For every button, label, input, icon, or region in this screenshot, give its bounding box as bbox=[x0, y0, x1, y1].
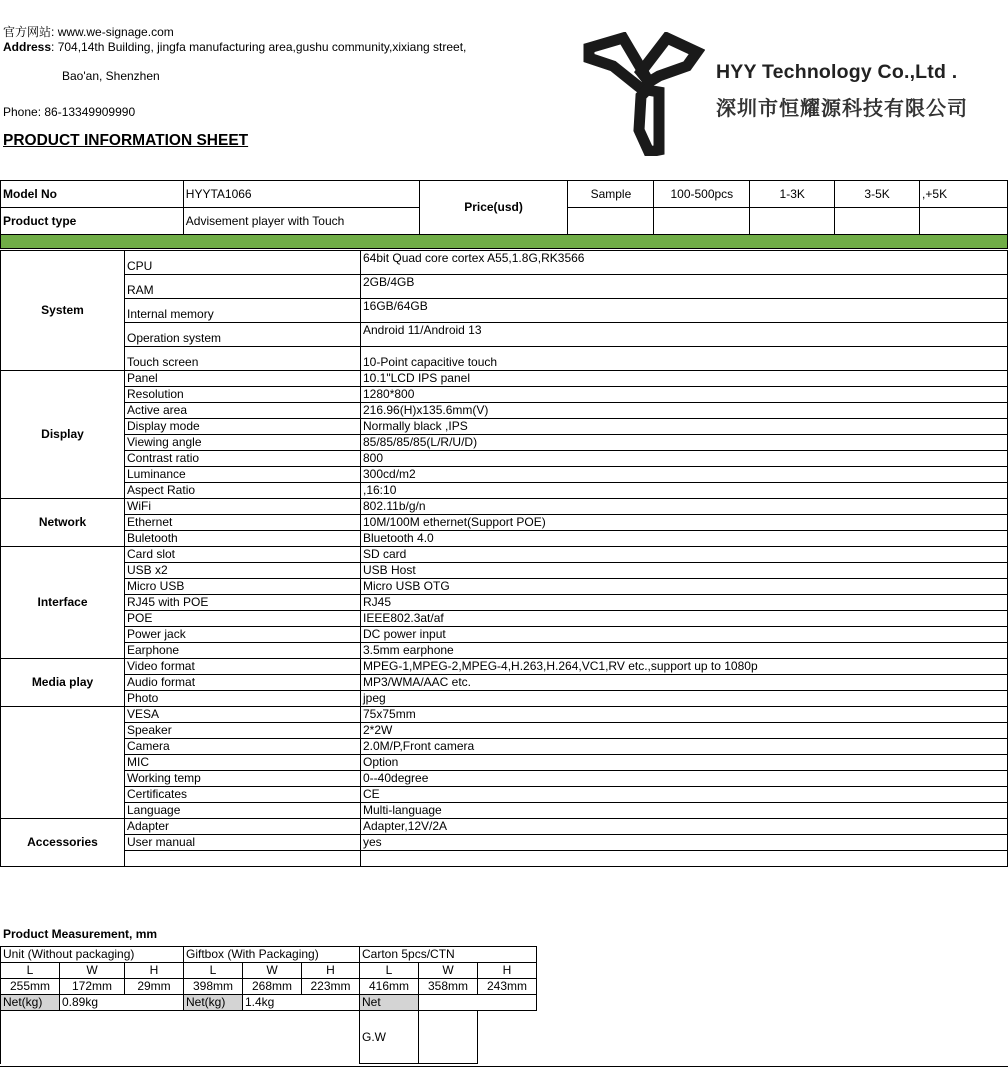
price-cell-100-500 bbox=[654, 208, 750, 235]
spec-category: Media play bbox=[1, 659, 125, 707]
spec-value: 10.1"LCD IPS panel bbox=[361, 371, 1008, 387]
spec-value: 75x75mm bbox=[361, 707, 1008, 723]
spec-value: yes bbox=[361, 835, 1008, 851]
spec-row bbox=[1, 563, 1008, 579]
spec-key: Photo bbox=[125, 691, 361, 707]
spec-row bbox=[1, 251, 1008, 275]
spec-row bbox=[1, 755, 1008, 771]
spec-category: Network bbox=[1, 499, 125, 547]
spec-key: Power jack bbox=[125, 627, 361, 643]
spec-row bbox=[1, 707, 1008, 723]
dimension-value: 243mm bbox=[478, 979, 537, 995]
spec-key: RJ45 with POE bbox=[125, 595, 361, 611]
dimension-header: H bbox=[478, 963, 537, 979]
measurement-table bbox=[0, 946, 537, 1064]
spec-row bbox=[1, 275, 1008, 299]
address-line-2: Bao'an, Shenzhen bbox=[62, 69, 160, 83]
unit-net-label: Net(kg) bbox=[1, 995, 60, 1011]
spec-value: Multi-language bbox=[361, 803, 1008, 819]
dimension-value: 398mm bbox=[184, 979, 243, 995]
spec-key: Card slot bbox=[125, 547, 361, 563]
spec-key: Display mode bbox=[125, 419, 361, 435]
spec-category bbox=[1, 707, 125, 819]
dimension-value: 29mm bbox=[125, 979, 184, 995]
price-col-sample: Sample bbox=[568, 181, 654, 208]
spec-row bbox=[1, 643, 1008, 659]
company-logo-icon bbox=[583, 32, 705, 156]
spec-category: System bbox=[1, 251, 125, 371]
spec-value: jpeg bbox=[361, 691, 1008, 707]
giftbox-net-label: Net(kg) bbox=[184, 995, 243, 1011]
spec-row bbox=[1, 627, 1008, 643]
spec-value bbox=[361, 851, 1008, 867]
spec-row bbox=[1, 595, 1008, 611]
spec-key: Micro USB bbox=[125, 579, 361, 595]
spec-key: Internal memory bbox=[125, 299, 361, 323]
spec-row bbox=[1, 787, 1008, 803]
dimension-header: H bbox=[302, 963, 360, 979]
type-label: Product type bbox=[1, 208, 184, 235]
price-col-100-500: 100-500pcs bbox=[654, 181, 750, 208]
unit-net-value: 0.89kg bbox=[60, 995, 184, 1011]
carton-gw-value bbox=[419, 1011, 478, 1064]
spec-category: Display bbox=[1, 371, 125, 499]
carton-net-label: Net bbox=[360, 995, 419, 1011]
spec-key: Video format bbox=[125, 659, 361, 675]
spec-value: 2*2W bbox=[361, 723, 1008, 739]
website-link[interactable]: www.we-signage.com bbox=[57, 25, 174, 39]
spec-key: Contrast ratio bbox=[125, 451, 361, 467]
spec-key: User manual bbox=[125, 835, 361, 851]
spec-category: Interface bbox=[1, 547, 125, 659]
dimension-value: 268mm bbox=[243, 979, 302, 995]
dimension-header: L bbox=[360, 963, 419, 979]
page-title: PRODUCT INFORMATION SHEET bbox=[3, 132, 249, 149]
company-name-en: HYY Technology Co.,Ltd . bbox=[716, 61, 958, 83]
spec-row bbox=[1, 499, 1008, 515]
dimension-header: H bbox=[125, 963, 184, 979]
dimension-value: 255mm bbox=[1, 979, 60, 995]
spec-value: 216.96(H)x135.6mm(V) bbox=[361, 403, 1008, 419]
spec-value: Option bbox=[361, 755, 1008, 771]
spec-key: POE bbox=[125, 611, 361, 627]
spec-key: Audio format bbox=[125, 675, 361, 691]
spec-value: Android 11/Android 13 bbox=[361, 323, 1008, 347]
spec-value: SD card bbox=[361, 547, 1008, 563]
spec-row bbox=[1, 579, 1008, 595]
price-cell-sample bbox=[568, 208, 654, 235]
spec-row bbox=[1, 771, 1008, 787]
spec-row bbox=[1, 611, 1008, 627]
model-value: HYYTA1066 bbox=[183, 181, 419, 208]
spec-key: Buletooth bbox=[125, 531, 361, 547]
spec-value: 16GB/64GB bbox=[361, 299, 1008, 323]
spec-value: CE bbox=[361, 787, 1008, 803]
spec-key: Viewing angle bbox=[125, 435, 361, 451]
carton-net-value bbox=[419, 995, 537, 1011]
spec-row bbox=[1, 531, 1008, 547]
section-divider-bar bbox=[0, 234, 1008, 249]
spec-row bbox=[1, 851, 1008, 867]
dimension-header: L bbox=[184, 963, 243, 979]
spec-row bbox=[1, 723, 1008, 739]
carton-gw-label: G.W bbox=[360, 1011, 419, 1064]
dimension-value: 172mm bbox=[60, 979, 125, 995]
unit-empty-area bbox=[1, 1011, 360, 1064]
dimension-value: 416mm bbox=[360, 979, 419, 995]
spec-key: CPU bbox=[125, 251, 361, 275]
website-line bbox=[3, 23, 174, 40]
spec-value: USB Host bbox=[361, 563, 1008, 579]
spec-row bbox=[1, 299, 1008, 323]
price-cell-1-3k bbox=[750, 208, 835, 235]
unit-group-header: Unit (Without packaging) bbox=[1, 947, 184, 963]
spec-row bbox=[1, 835, 1008, 851]
spec-value: MP3/WMA/AAC etc. bbox=[361, 675, 1008, 691]
bottom-border bbox=[0, 1066, 1008, 1067]
spec-value: IEEE802.3at/af bbox=[361, 611, 1008, 627]
spec-key: Adapter bbox=[125, 819, 361, 835]
spec-row bbox=[1, 419, 1008, 435]
price-cell-3-5k bbox=[835, 208, 920, 235]
spec-row bbox=[1, 371, 1008, 387]
dimension-value: 358mm bbox=[419, 979, 478, 995]
address-label: Address bbox=[3, 40, 52, 54]
price-label: Price(usd) bbox=[419, 181, 568, 235]
spec-value: 64bit Quad core cortex A55,1.8G,RK3566 bbox=[361, 251, 1008, 275]
spec-key: Ethernet bbox=[125, 515, 361, 531]
spec-key: VESA bbox=[125, 707, 361, 723]
spec-row bbox=[1, 691, 1008, 707]
spec-value: 10-Point capacitive touch bbox=[361, 347, 1008, 371]
spec-key: WiFi bbox=[125, 499, 361, 515]
spec-key: Aspect Ratio bbox=[125, 483, 361, 499]
spec-row bbox=[1, 451, 1008, 467]
spec-row bbox=[1, 803, 1008, 819]
spec-key: Panel bbox=[125, 371, 361, 387]
spec-key: Luminance bbox=[125, 467, 361, 483]
spec-key: Operation system bbox=[125, 323, 361, 347]
dimension-header: L bbox=[1, 963, 60, 979]
giftbox-group-header: Giftbox (With Packaging) bbox=[184, 947, 360, 963]
spec-row bbox=[1, 347, 1008, 371]
spec-value: 3.5mm earphone bbox=[361, 643, 1008, 659]
spec-value: 10M/100M ethernet(Support POE) bbox=[361, 515, 1008, 531]
price-col-5k: ,+5K bbox=[920, 181, 1008, 208]
spec-value: 2GB/4GB bbox=[361, 275, 1008, 299]
spec-value: 300cd/m2 bbox=[361, 467, 1008, 483]
spec-value: DC power input bbox=[361, 627, 1008, 643]
price-col-3-5k: 3-5K bbox=[835, 181, 920, 208]
spec-value: Bluetooth 4.0 bbox=[361, 531, 1008, 547]
spec-value: 1280*800 bbox=[361, 387, 1008, 403]
company-name-cn: 深圳市恒耀源科技有限公司 bbox=[716, 98, 968, 120]
spec-row bbox=[1, 659, 1008, 675]
carton-gw-blank bbox=[478, 1011, 537, 1064]
spec-value: 800 bbox=[361, 451, 1008, 467]
spec-row bbox=[1, 467, 1008, 483]
dimension-header: W bbox=[60, 963, 125, 979]
spec-row bbox=[1, 387, 1008, 403]
spec-key: RAM bbox=[125, 275, 361, 299]
spec-row bbox=[1, 323, 1008, 347]
spec-row bbox=[1, 435, 1008, 451]
spec-value: Normally black ,IPS bbox=[361, 419, 1008, 435]
spec-key bbox=[125, 851, 361, 867]
measurement-title: Product Measurement, mm bbox=[3, 927, 158, 941]
spec-row bbox=[1, 819, 1008, 835]
spec-row bbox=[1, 739, 1008, 755]
product-header-table bbox=[0, 180, 1008, 235]
spec-value: Adapter,12V/2A bbox=[361, 819, 1008, 835]
spec-key: Speaker bbox=[125, 723, 361, 739]
spec-key: Working temp bbox=[125, 771, 361, 787]
dimension-header: W bbox=[243, 963, 302, 979]
spec-key: Camera bbox=[125, 739, 361, 755]
spec-key: Active area bbox=[125, 403, 361, 419]
address-text: : 704,14th Building, jingfa manufacturing area,gushu community,xixiang street, bbox=[51, 40, 467, 54]
spec-value: 85/85/85/85(L/R/U/D) bbox=[361, 435, 1008, 451]
spec-value: 802.11b/g/n bbox=[361, 499, 1008, 515]
model-label: Model No bbox=[1, 181, 184, 208]
spec-key: Earphone bbox=[125, 643, 361, 659]
address-line bbox=[3, 40, 466, 54]
price-col-1-3k: 1-3K bbox=[750, 181, 835, 208]
dimension-value: 223mm bbox=[302, 979, 360, 995]
website-label: 官方网站: bbox=[3, 25, 55, 39]
spec-row bbox=[1, 483, 1008, 499]
spec-table bbox=[0, 250, 1008, 867]
spec-key: Resolution bbox=[125, 387, 361, 403]
spec-key: MIC bbox=[125, 755, 361, 771]
spec-category: Accessories bbox=[1, 819, 125, 867]
spec-value: 0--40degree bbox=[361, 771, 1008, 787]
spec-value: MPEG-1,MPEG-2,MPEG-4,H.263,H.264,VC1,RV etc.,support up to 1080p bbox=[361, 659, 1008, 675]
type-value: Advisement player with Touch bbox=[183, 208, 419, 235]
carton-group-header: Carton 5pcs/CTN bbox=[360, 947, 537, 963]
spec-row bbox=[1, 403, 1008, 419]
spec-row bbox=[1, 547, 1008, 563]
spec-row bbox=[1, 515, 1008, 531]
phone-line: Phone: 86-13349909990 bbox=[3, 105, 136, 119]
spec-value: 2.0M/P,Front camera bbox=[361, 739, 1008, 755]
spec-key: USB x2 bbox=[125, 563, 361, 579]
spec-value: RJ45 bbox=[361, 595, 1008, 611]
price-cell-5k bbox=[920, 208, 1008, 235]
dimension-header: W bbox=[419, 963, 478, 979]
spec-value: ,16:10 bbox=[361, 483, 1008, 499]
spec-key: Touch screen bbox=[125, 347, 361, 371]
spec-key: Language bbox=[125, 803, 361, 819]
giftbox-net-value: 1.4kg bbox=[243, 995, 360, 1011]
spec-key: Certificates bbox=[125, 787, 361, 803]
spec-value: Micro USB OTG bbox=[361, 579, 1008, 595]
spec-row bbox=[1, 675, 1008, 691]
